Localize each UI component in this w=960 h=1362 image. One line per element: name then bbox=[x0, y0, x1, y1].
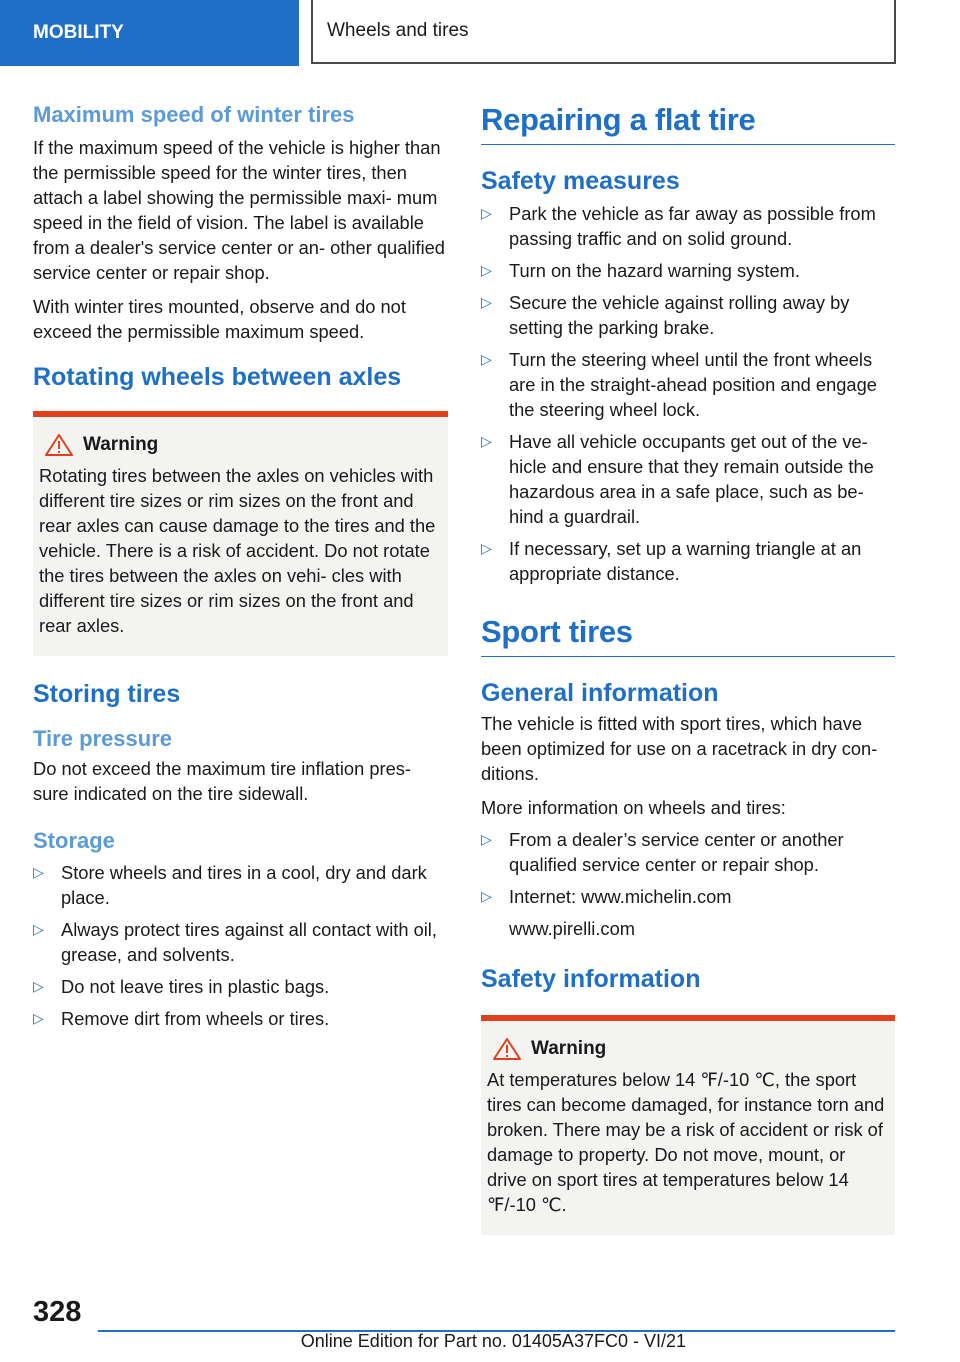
storage-heading: Storage bbox=[33, 828, 115, 853]
tire-pressure-heading: Tire pressure bbox=[33, 726, 173, 751]
triangle-bullet-icon: ▷ bbox=[481, 831, 492, 847]
rotating-wheels-heading: Rotating wheels between axles bbox=[33, 363, 402, 391]
triangle-bullet-icon: ▷ bbox=[33, 864, 44, 880]
warning-box-sport-tires bbox=[481, 1015, 895, 1235]
triangle-bullet-icon: ▷ bbox=[481, 540, 492, 556]
triangle-bullet-icon: ▷ bbox=[481, 294, 492, 310]
warning-text: At temperatures below 14 ℉/-10 ℃, the sport tires can become damaged, for instance torn and broken. There may be a risk of accident or risk of damage to property. Do not move, mount, or drive on sport tires at temperatures below 14 ℉/-10 ℃. bbox=[487, 1069, 885, 1215]
triangle-bullet-icon: ▷ bbox=[481, 433, 492, 449]
safety-information-heading: Safety information bbox=[481, 965, 701, 993]
winter-speed-heading: Maximum speed of winter tires bbox=[33, 102, 355, 127]
pirelli-link-text: www.pirelli.com bbox=[509, 918, 635, 939]
list-item: ▷ Remove dirt from wheels or tires. bbox=[33, 1008, 330, 1029]
storing-tires-heading: Storing tires bbox=[33, 680, 181, 708]
list-item: ▷ Have all vehicle occupants get out of the ve‐ hicle and ensure that they remain outside the hazardous area in a safe place, such as be‐ hind a guardrail. bbox=[481, 431, 874, 527]
topic-tab: Wheels and tires bbox=[311, 0, 896, 64]
edition-text: Online Edition for Part no. 01405A37FC0 - VI/21 bbox=[300, 1331, 686, 1351]
page-header bbox=[0, 0, 960, 66]
safety-measures-heading: Safety measures bbox=[481, 167, 680, 195]
warning-box-rotating bbox=[33, 411, 448, 656]
more-info-list bbox=[481, 827, 895, 909]
storage-list bbox=[33, 860, 448, 1031]
right-column bbox=[481, 100, 895, 1235]
repairing-flat-tire-heading: Repairing a flat tire bbox=[481, 100, 895, 145]
triangle-bullet-icon: ▷ bbox=[33, 978, 44, 994]
warning-triangle-icon bbox=[491, 1037, 523, 1061]
sport-tires-heading: Sport tires bbox=[481, 612, 895, 657]
general-information-heading: General information bbox=[481, 679, 719, 707]
general-paragraph-1: The vehicle is fitted with sport tires, which have been optimized for use on a racetrack in dry con‐ ditions. bbox=[481, 713, 878, 784]
left-column bbox=[33, 100, 448, 1040]
list-item: ▷ From a dealer’s service center or another qualified service center or repair shop. bbox=[481, 829, 844, 875]
triangle-bullet-icon: ▷ bbox=[481, 205, 492, 221]
list-item: ▷ Internet: www.michelin.com bbox=[481, 886, 732, 907]
list-item: ▷ Turn on the hazard warning system. bbox=[481, 260, 800, 281]
safety-measures-list bbox=[481, 201, 895, 586]
list-item: ▷ Park the vehicle as far away as possible from passing traffic and on solid ground. bbox=[481, 203, 876, 249]
triangle-bullet-icon: ▷ bbox=[481, 888, 492, 904]
warning-title: Warning bbox=[83, 434, 159, 455]
list-item: ▷ If necessary, set up a warning triangle at an appropriate distance. bbox=[481, 538, 862, 584]
page-number: 328 bbox=[33, 1296, 82, 1328]
list-item: ▷ Turn the steering wheel until the front wheels are in the straight-ahead position and engage the steering wheel lock. bbox=[481, 349, 877, 420]
triangle-bullet-icon: ▷ bbox=[33, 1010, 44, 1026]
general-paragraph-2: More information on wheels and tires: bbox=[481, 797, 786, 818]
triangle-bullet-icon: ▷ bbox=[481, 262, 492, 278]
warning-header bbox=[39, 433, 442, 457]
warning-header bbox=[487, 1037, 889, 1061]
triangle-bullet-icon: ▷ bbox=[481, 351, 492, 367]
winter-speed-paragraph-1: If the maximum speed of the vehicle is higher than the permissible speed for the winter tires, then attach a label showing the permissible maxi‐ mum speed in the field of vision. The label is available from a dealer's service center or an‐ other qualified service center or repair shop. bbox=[33, 137, 445, 283]
section-tab: MOBILITY bbox=[0, 0, 299, 66]
warning-title: Warning bbox=[531, 1038, 607, 1059]
list-item: ▷ Secure the vehicle against rolling away by setting the parking brake. bbox=[481, 292, 850, 338]
triangle-bullet-icon: ▷ bbox=[33, 921, 44, 937]
warning-triangle-icon bbox=[43, 433, 75, 457]
list-item: ▷ Do not leave tires in plastic bags. bbox=[33, 976, 330, 997]
warning-text: Rotating tires between the axles on vehicles with different tire sizes or rim sizes on the front and rear axles can cause damage to the tires and the vehicle. There is a risk of accident. Do not rotate the tires between the axles on vehi‐ cles with different tire sizes or rim sizes on the front and rear axles. bbox=[39, 465, 436, 636]
list-item: ▷ Always protect tires against all contact with oil, grease, and solvents. bbox=[33, 919, 437, 965]
list-item: ▷ Store wheels and tires in a cool, dry and dark place. bbox=[33, 862, 427, 908]
tire-pressure-text: Do not exceed the maximum tire inflation pres‐ sure indicated on the tire sidewall. bbox=[33, 758, 411, 804]
winter-speed-paragraph-2: With winter tires mounted, observe and do not exceed the permissible maximum speed. bbox=[33, 296, 406, 342]
